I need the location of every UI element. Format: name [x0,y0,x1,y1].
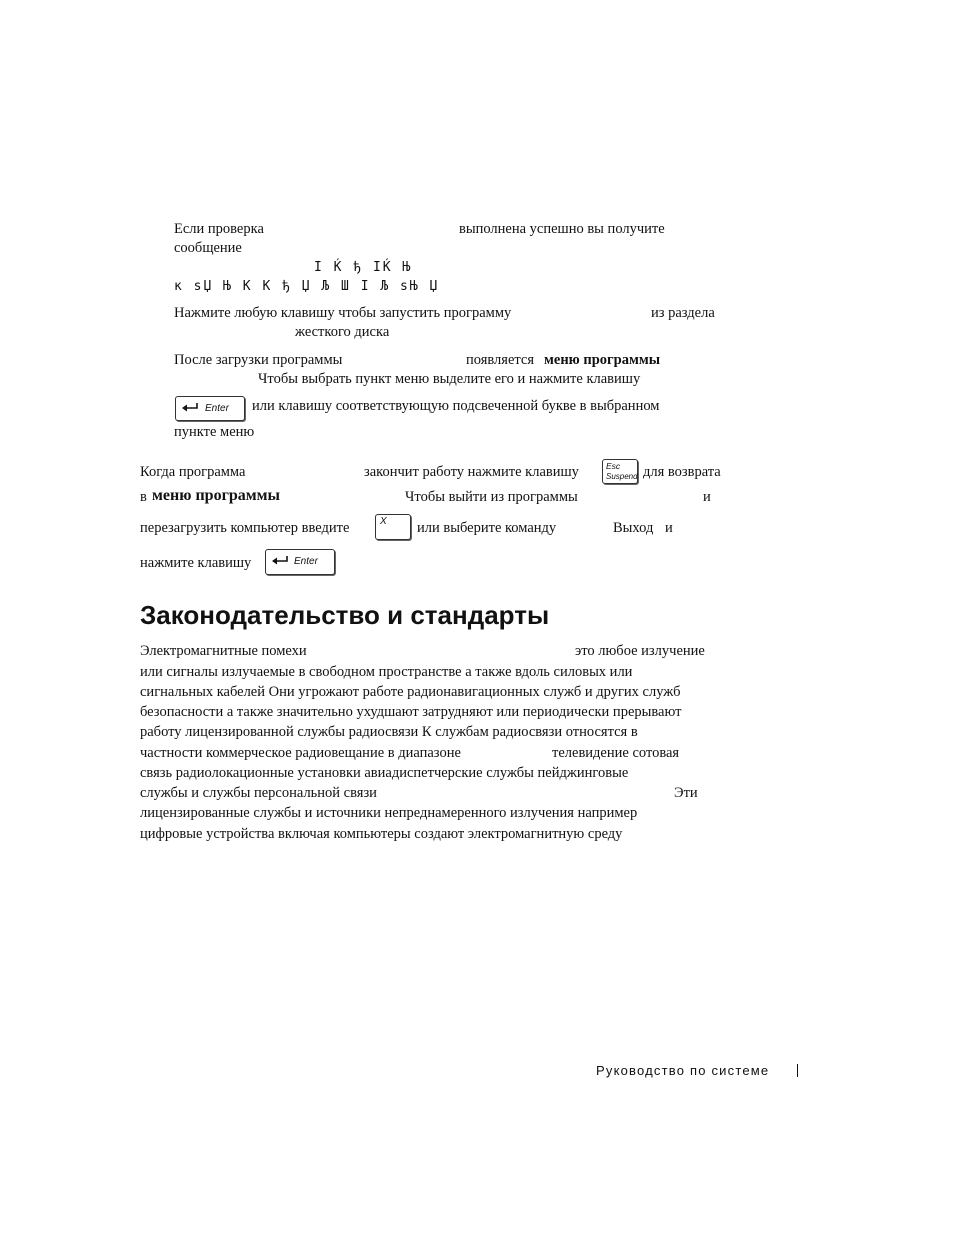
menu-term: меню программы [544,352,661,368]
body-line: службы и службы персональной связи [140,785,377,801]
enter-arrow-icon [271,555,289,567]
step2-text: из раздела [651,305,715,321]
exit-text: Когда программа [140,464,246,480]
exit-text: перезагрузить компьютер введите [140,520,350,536]
menu-term: меню программы [152,487,281,504]
body-line: работу лицензированной службы радиосвязи К службам радиосвязи относятся в [140,724,638,740]
body-line: связь радиолокационные установки авиадиспетчерские службы пейджинговые [140,765,629,781]
esc-suspend-key-icon [602,459,638,484]
suspend-key-label: Suspend [606,472,638,481]
step1-text: Если проверка [174,221,264,237]
body-line: Эти [674,785,698,801]
exit-text: или выберите команду [417,520,557,536]
step3-text: или клавишу соответствующую подсвеченной букве в выбранном [252,398,660,414]
x-key-label: X [380,516,387,527]
exit-text: Чтобы выйти из программы [405,489,578,505]
exit-text: и [665,520,673,536]
step2-text: жесткого диска [295,324,390,340]
body-line: цифровые устройства включая компьютеры создают электромагнитную среду [140,826,623,842]
step1-text: сообщение [174,240,242,256]
enter-key-label: Enter [205,403,229,414]
body-line: Электромагнитные помехи [140,643,307,659]
step2-text: Нажмите любую клавишу чтобы запустить программу [174,305,512,321]
body-line: частности коммерческое радиовещание в диапазоне [140,745,461,761]
step3-text: появляется [466,352,535,368]
exit-text: для возврата [643,464,721,480]
section-heading: Законодательство и стандарты [140,600,550,630]
enter-arrow-icon [181,402,199,414]
body-line: или сигналы излучаемые в свободном пространстве а также вдоль силовых или [140,664,633,680]
step1-text: выполнена успешно вы получите [459,221,665,237]
enter-key-icon [175,396,245,421]
step3-text: Чтобы выбрать пункт меню выделите его и нажмите клавишу [258,371,641,387]
body-line: сигнальных кабелей Они угрожают работе радионавигационных служб и других служб [140,684,681,700]
exit-command: Выход [613,520,654,536]
body-line: телевидение сотовая [552,745,680,761]
exit-text: и [703,489,711,505]
step3-text: После загрузки программы [174,352,343,368]
body-line: это любое излучение [575,643,705,659]
exit-text: закончит работу нажмите клавишу [364,464,579,480]
step3-text: пункте меню [174,424,255,440]
body-line: лицензированные службы и источники непреднамеренного излучения например [140,805,638,821]
system-message-line: I Ḱ ђ IḰ Њ [314,260,413,275]
body-line: безопасности а также значительно ухудшают затрудняют или периодически прерывают [140,704,682,720]
system-message-line: к sЏ Њ К К ђ Џ Љ Ш I Љ sЊ Џ [174,279,440,294]
exit-text: в [140,489,147,505]
enter-key-icon [265,549,335,575]
x-key-icon [375,514,411,540]
enter-key-label: Enter [294,556,318,567]
footer-separator [797,1064,798,1077]
page-footer: Руководство по системе [596,1063,770,1078]
esc-key-label: Esc [606,461,621,471]
exit-text: нажмите клавишу [140,555,252,571]
